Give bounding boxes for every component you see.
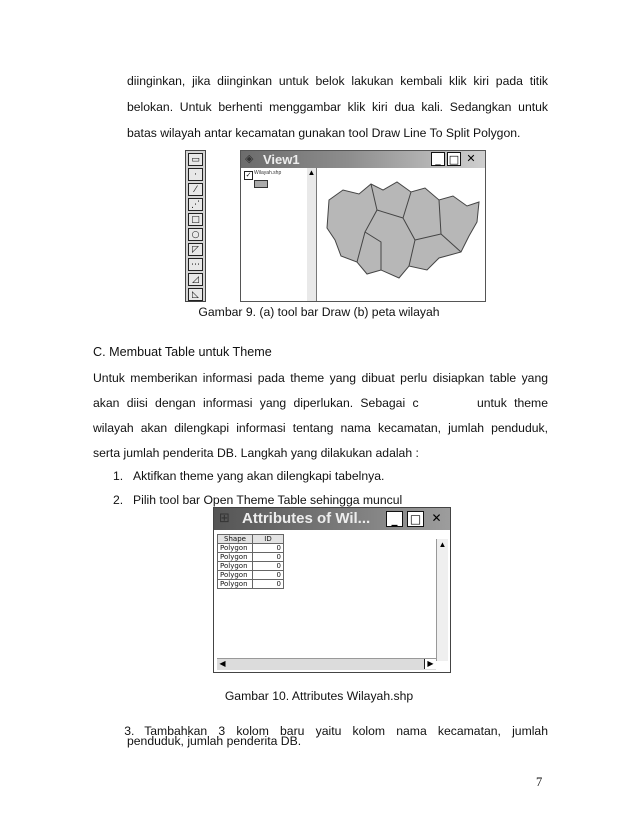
append-polygon-icon[interactable]: ◺ bbox=[188, 288, 203, 301]
theme-checkbox[interactable]: ✓ bbox=[245, 172, 252, 179]
figure10-caption: Gambar 10. Attributes Wilayah.shp bbox=[224, 689, 414, 703]
table-cell[interactable]: 0 bbox=[253, 553, 284, 562]
draw-point-icon[interactable]: · bbox=[188, 168, 203, 181]
draw-polygon-icon[interactable]: ◸ bbox=[188, 243, 203, 256]
paragraph-line: serta jumlah penderita DB. Langkah yang dilakukan adalah : bbox=[93, 446, 419, 460]
table-row[interactable] bbox=[218, 553, 284, 562]
draw-line-icon[interactable]: ⁄ bbox=[188, 183, 203, 196]
draw-polyline-icon[interactable]: ⋰ bbox=[188, 198, 203, 211]
attribute-table bbox=[217, 534, 284, 589]
maximize-button[interactable]: □ bbox=[448, 153, 460, 166]
table-row[interactable] bbox=[218, 580, 284, 589]
table-cell[interactable]: Polygon bbox=[218, 571, 253, 580]
attributes-titlebar[interactable] bbox=[214, 508, 450, 530]
figure9-caption: Gambar 9. (a) tool bar Draw (b) peta wilayah bbox=[198, 305, 440, 319]
view-title: View1 bbox=[263, 152, 300, 167]
split-line-icon[interactable]: ⋯ bbox=[188, 258, 203, 271]
toc-scrollbar[interactable] bbox=[307, 168, 317, 301]
table-row[interactable] bbox=[218, 544, 284, 553]
table-cell[interactable]: Polygon bbox=[218, 553, 253, 562]
paragraph-line: wilayah akan dilengkapi informasi tentang nama kecamatan, jumlah penduduk, bbox=[93, 421, 548, 435]
list-number: 2. bbox=[113, 493, 124, 507]
paragraph-line: batas wilayah antar kecamatan gunakan tool Draw Line To Split Polygon. bbox=[127, 126, 521, 140]
paragraph-line: akan diisi dengan informasi yang diperlukan. Sebagai c untuk theme bbox=[93, 396, 548, 410]
table-of-contents bbox=[241, 168, 308, 301]
column-header-shape[interactable]: Shape bbox=[218, 535, 253, 544]
table-cell[interactable]: Polygon bbox=[218, 544, 253, 553]
table-row[interactable] bbox=[218, 562, 284, 571]
table-window-icon: ⊞ bbox=[219, 510, 230, 525]
legend-swatch bbox=[254, 180, 268, 188]
table-cell[interactable]: 0 bbox=[253, 544, 284, 553]
minimize-button[interactable]: _ bbox=[386, 511, 403, 527]
paragraph-line: belokan. Untuk berhenti menggambar klik kiri dua kali. Sedangkan untuk bbox=[127, 100, 548, 114]
scroll-right-icon[interactable]: ▶ bbox=[424, 659, 436, 669]
list-text: Tambahkan 3 kolom baru yaitu kolom nama kecamatan, jumlah bbox=[144, 724, 548, 738]
draw-box-icon[interactable]: □ bbox=[188, 213, 203, 226]
attributes-window bbox=[213, 507, 451, 673]
vertical-scrollbar[interactable] bbox=[436, 539, 448, 661]
scroll-up-icon[interactable]: ▲ bbox=[438, 540, 447, 549]
map-polygon bbox=[327, 182, 479, 278]
table-cell[interactable]: 0 bbox=[253, 562, 284, 571]
draw-toolbar bbox=[185, 150, 206, 302]
scroll-left-icon[interactable]: ◀ bbox=[219, 659, 226, 668]
list-text: Pilih tool bar Open Theme Table sehingga muncul bbox=[133, 493, 403, 507]
scroll-up-icon[interactable]: ▲ bbox=[307, 168, 316, 177]
horizontal-scrollbar[interactable] bbox=[217, 658, 436, 670]
view-window-icon: ◈ bbox=[245, 153, 254, 165]
attributes-title: Attributes of Wil... bbox=[242, 510, 371, 527]
table-row[interactable] bbox=[218, 571, 284, 580]
draw-circle-icon[interactable]: ○ bbox=[188, 228, 203, 241]
list-item bbox=[113, 493, 402, 507]
split-polygon-icon[interactable]: ◿ bbox=[188, 273, 203, 286]
paragraph-line: Untuk memberikan informasi pada theme yang dibuat perlu disiapkan table yang bbox=[93, 371, 548, 385]
theme-label: Wilayah.shp bbox=[254, 170, 282, 176]
list-item bbox=[113, 469, 384, 483]
section-heading: C. Membuat Table untuk Theme bbox=[93, 345, 272, 359]
list-number: 3. bbox=[124, 724, 135, 738]
table-cell[interactable]: 0 bbox=[253, 571, 284, 580]
page-number: 7 bbox=[536, 775, 543, 789]
table-cell[interactable]: 0 bbox=[253, 580, 284, 589]
table-cell[interactable]: Polygon bbox=[218, 562, 253, 571]
maximize-button[interactable]: □ bbox=[407, 511, 424, 527]
view-titlebar[interactable] bbox=[241, 151, 485, 168]
view-window bbox=[240, 150, 486, 302]
draw-rectangle-icon[interactable]: ▭ bbox=[188, 153, 203, 166]
list-text: Aktifkan theme yang akan dilengkapi tabelnya. bbox=[133, 469, 385, 483]
column-header-id[interactable]: ID bbox=[253, 535, 284, 544]
close-button[interactable]: ✕ bbox=[466, 152, 476, 165]
close-button[interactable]: ✕ bbox=[431, 511, 442, 525]
paragraph-line: diinginkan, jika diinginkan untuk belok lakukan kembali klik kiri pada titik bbox=[127, 74, 548, 88]
list-number: 1. bbox=[113, 469, 124, 483]
list-text-continuation: penduduk, jumlah penderita DB. bbox=[127, 734, 302, 748]
minimize-button[interactable]: _ bbox=[431, 152, 445, 166]
table-header-row bbox=[218, 535, 284, 544]
table-cell[interactable]: Polygon bbox=[218, 580, 253, 589]
region-map bbox=[319, 170, 484, 300]
